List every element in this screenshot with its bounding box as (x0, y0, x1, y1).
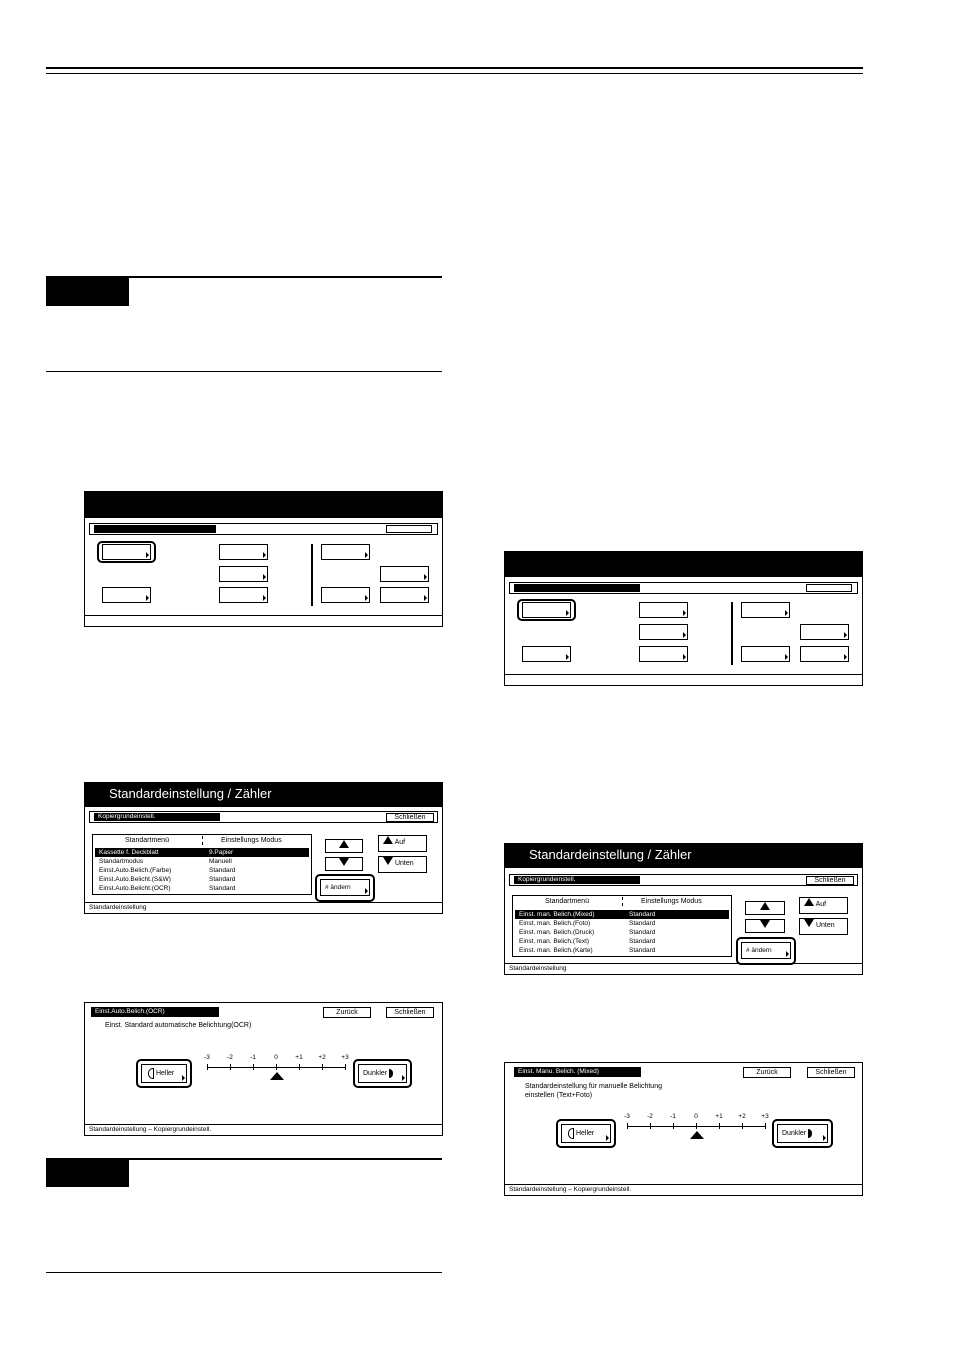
status-bar: Standardeinstellung – Kopiergrundeinstell. (505, 1184, 862, 1195)
item-value: Standard (629, 920, 656, 927)
item-value: Standard (629, 947, 656, 954)
exposure-scale (204, 1054, 349, 1084)
screen-label: Einst.Auto.Belich.(OCR) (91, 1007, 219, 1017)
list-item[interactable] (95, 848, 309, 857)
page-down-button[interactable] (799, 918, 848, 935)
scale-label: +1 (715, 1113, 723, 1120)
close-button[interactable] (806, 584, 852, 592)
menu-bar-highlight (94, 525, 216, 533)
section-bar (509, 874, 858, 886)
menu-divider (731, 602, 733, 665)
description-line-2: einstellen (Text+Foto) (525, 1092, 593, 1099)
page-up-label: Auf (815, 901, 827, 908)
scale-label: 0 (694, 1113, 698, 1120)
menu-button-5[interactable] (219, 587, 268, 603)
scale-tick (230, 1064, 231, 1070)
item-value: Standard (629, 929, 656, 936)
menu-button-9[interactable] (380, 587, 429, 603)
menu-button-7[interactable] (800, 624, 849, 640)
description-text: Einst. Standard automatische Belichtung(OCR) (105, 1022, 252, 1029)
arrow-up-icon (383, 836, 393, 844)
menu-button-copy-default[interactable] (522, 602, 571, 618)
section-label: Kopiergrundeinstell. (514, 876, 640, 884)
screen-title-bar (505, 552, 862, 577)
scroll-up-button[interactable] (745, 901, 785, 915)
arrow-down-icon (383, 857, 393, 865)
manual-exposure-mixed-screen (504, 1062, 863, 1196)
default-menu-screen-a (84, 491, 443, 627)
menu-button-3[interactable] (219, 566, 268, 582)
list-item[interactable] (95, 884, 309, 893)
scroll-down-button[interactable] (325, 857, 363, 871)
status-bar: Standardeinstellung (505, 963, 862, 974)
page-up-button[interactable] (378, 835, 427, 852)
current-level-marker-icon (690, 1131, 704, 1139)
list-item[interactable] (515, 910, 729, 919)
item-name: Einst.Auto.Belicht.(OCR) (99, 885, 171, 892)
settings-list (512, 895, 732, 957)
scale-label: -2 (227, 1054, 233, 1061)
list-item[interactable] (515, 946, 729, 955)
darker-button[interactable] (358, 1064, 407, 1083)
scale-label: -2 (647, 1113, 653, 1120)
item-value: Standard (629, 938, 656, 945)
page-up-label: Auf (394, 839, 406, 846)
menu-bar (89, 523, 438, 535)
column-header-mode: Einstellungs Modus (221, 837, 282, 844)
scale-tick (696, 1123, 697, 1129)
change-button[interactable]: # ändern (320, 879, 370, 896)
item-name: Einst. man. Belich.(Mixed) (519, 911, 595, 918)
half-moon-icon (568, 1128, 574, 1139)
menu-button-6[interactable] (321, 544, 370, 560)
screen-title: Standardeinstellung / Zähler (85, 783, 442, 807)
scroll-down-button[interactable] (745, 919, 785, 933)
scale-label: -3 (204, 1054, 210, 1061)
scale-tick (742, 1123, 743, 1129)
menu-button-9[interactable] (800, 646, 849, 662)
page-down-button[interactable] (378, 856, 427, 873)
item-value: Standard (629, 911, 656, 918)
arrow-down-icon (760, 920, 770, 928)
menu-button-8[interactable] (741, 646, 790, 662)
lighter-label: Heller (155, 1070, 175, 1077)
scale-tick (673, 1123, 674, 1129)
status-bar (85, 615, 442, 626)
page-footer-rule (46, 1272, 442, 1273)
scale-label: 0 (274, 1054, 278, 1061)
status-bar: Standardeinstellung – Kopiergrundeinstell. (85, 1124, 442, 1135)
default-menu-screen-d (504, 551, 863, 686)
screen-title: Standardeinstellung / Zähler (505, 844, 862, 868)
scale-tick (253, 1064, 254, 1070)
item-name: Einst. man. Belich.(Text) (519, 938, 590, 945)
scale-label: -1 (250, 1054, 256, 1061)
lighter-button[interactable] (561, 1124, 611, 1143)
darker-label: Dunkler (782, 1130, 807, 1137)
item-value: Standard (209, 876, 236, 883)
page-down-label: Unten (394, 860, 414, 867)
menu-button-4[interactable] (102, 587, 151, 603)
copy-default-list-screen (84, 782, 443, 914)
arrow-down-icon (339, 858, 349, 866)
scale-tick (719, 1123, 720, 1129)
item-name: Einst.Auto.Belich.(Farbe) (99, 867, 172, 874)
arrow-up-icon (804, 898, 814, 906)
close-button[interactable]: Schließen (386, 813, 434, 822)
item-name: Einst. man. Belich.(Druck) (519, 929, 595, 936)
item-value: Standard (209, 867, 236, 874)
scale-tick (207, 1064, 208, 1070)
auto-exposure-ocr-screen (84, 1002, 443, 1136)
close-button[interactable]: Schließen (386, 1007, 434, 1018)
item-value: Standard (209, 885, 236, 892)
darker-button[interactable] (777, 1124, 828, 1143)
menu-button-2[interactable] (639, 602, 688, 618)
back-button[interactable]: Zurück (323, 1007, 371, 1018)
lighter-label: Heller (575, 1130, 595, 1137)
column-header-menu: Standartmenü (125, 837, 169, 844)
exposure-scale (624, 1113, 769, 1143)
column-header-mode: Einstellungs Modus (641, 898, 702, 905)
menu-divider (311, 544, 313, 606)
scale-label: +2 (318, 1054, 326, 1061)
item-name: Einst. man. Belich.(Karte) (519, 947, 593, 954)
page-up-button[interactable] (799, 897, 848, 914)
scale-label: +1 (295, 1054, 303, 1061)
filled-half-moon-icon (389, 1069, 393, 1078)
scale-tick (650, 1123, 651, 1129)
half-moon-icon (148, 1068, 154, 1079)
menu-button-8[interactable] (321, 587, 370, 603)
item-name: Einst. man. Belich.(Foto) (519, 920, 591, 927)
menu-button-copy-default[interactable] (102, 544, 151, 560)
screen-label: Einst. Manu. Belich. (Mixed) (514, 1067, 641, 1077)
scale-label: +3 (761, 1113, 769, 1120)
column-header-divider (622, 897, 623, 906)
list-item[interactable] (95, 875, 309, 884)
scale-tick (765, 1123, 766, 1129)
menu-bar (509, 582, 858, 594)
description-line-1: Standardeinstellung für manuelle Belichtung (525, 1083, 662, 1090)
menu-button-7[interactable] (380, 566, 429, 582)
status-bar: Standardeinstellung (85, 902, 442, 913)
header-rule-bottom (46, 73, 863, 74)
status-bar (505, 674, 862, 685)
item-name: Kassette f. Deckblatt (99, 849, 159, 856)
page-down-label: Unten (815, 922, 835, 929)
menu-button-5[interactable] (639, 646, 688, 662)
section-bar (89, 811, 438, 823)
section-label: Kopiergrundeinstell. (94, 813, 220, 821)
menu-button-3[interactable] (639, 624, 688, 640)
item-value: Manuell (209, 858, 232, 865)
menu-bar-highlight (514, 584, 640, 592)
filled-half-moon-icon (808, 1129, 812, 1138)
scale-tick (627, 1123, 628, 1129)
list-item[interactable] (95, 857, 309, 866)
arrow-down-icon (804, 919, 814, 927)
item-value: 9.Papier (209, 849, 234, 856)
header-rule-top (46, 67, 863, 69)
scale-tick (345, 1064, 346, 1070)
close-button[interactable]: Schließen (807, 1067, 855, 1078)
scale-label: -1 (670, 1113, 676, 1120)
close-button[interactable] (386, 525, 432, 533)
settings-list (92, 834, 312, 895)
menu-button-6[interactable] (741, 602, 790, 618)
item-name: Einst.Auto.Belicht.(S&W) (99, 876, 171, 883)
scale-label: -3 (624, 1113, 630, 1120)
arrow-up-icon (760, 902, 770, 910)
note-label-block (46, 278, 129, 306)
list-item[interactable] (515, 928, 729, 937)
screen-title-bar (85, 492, 442, 518)
list-item[interactable] (515, 937, 729, 946)
list-item[interactable] (95, 866, 309, 875)
column-header-menu: Standartmenü (545, 898, 589, 905)
lighter-button[interactable] (141, 1064, 187, 1083)
current-level-marker-icon (270, 1072, 284, 1080)
back-button[interactable]: Zurück (743, 1067, 791, 1078)
note-rule-bottom (46, 371, 442, 372)
scale-label: +3 (341, 1054, 349, 1061)
scale-tick (322, 1064, 323, 1070)
scale-tick (276, 1064, 277, 1070)
item-name: Standartmodus (99, 858, 144, 865)
darker-label: Dunkler (363, 1070, 388, 1077)
list-item[interactable] (515, 919, 729, 928)
change-button[interactable]: # ändern (741, 942, 791, 959)
copy-default-list-screen-manual (504, 843, 863, 975)
scale-tick (299, 1064, 300, 1070)
menu-button-4[interactable] (522, 646, 571, 662)
close-button[interactable]: Schließen (806, 876, 854, 885)
scale-label: +2 (738, 1113, 746, 1120)
scroll-up-button[interactable] (325, 839, 363, 853)
arrow-up-icon (339, 840, 349, 848)
note-label-block-2 (46, 1160, 129, 1187)
menu-button-2[interactable] (219, 544, 268, 560)
column-header-divider (202, 836, 203, 845)
